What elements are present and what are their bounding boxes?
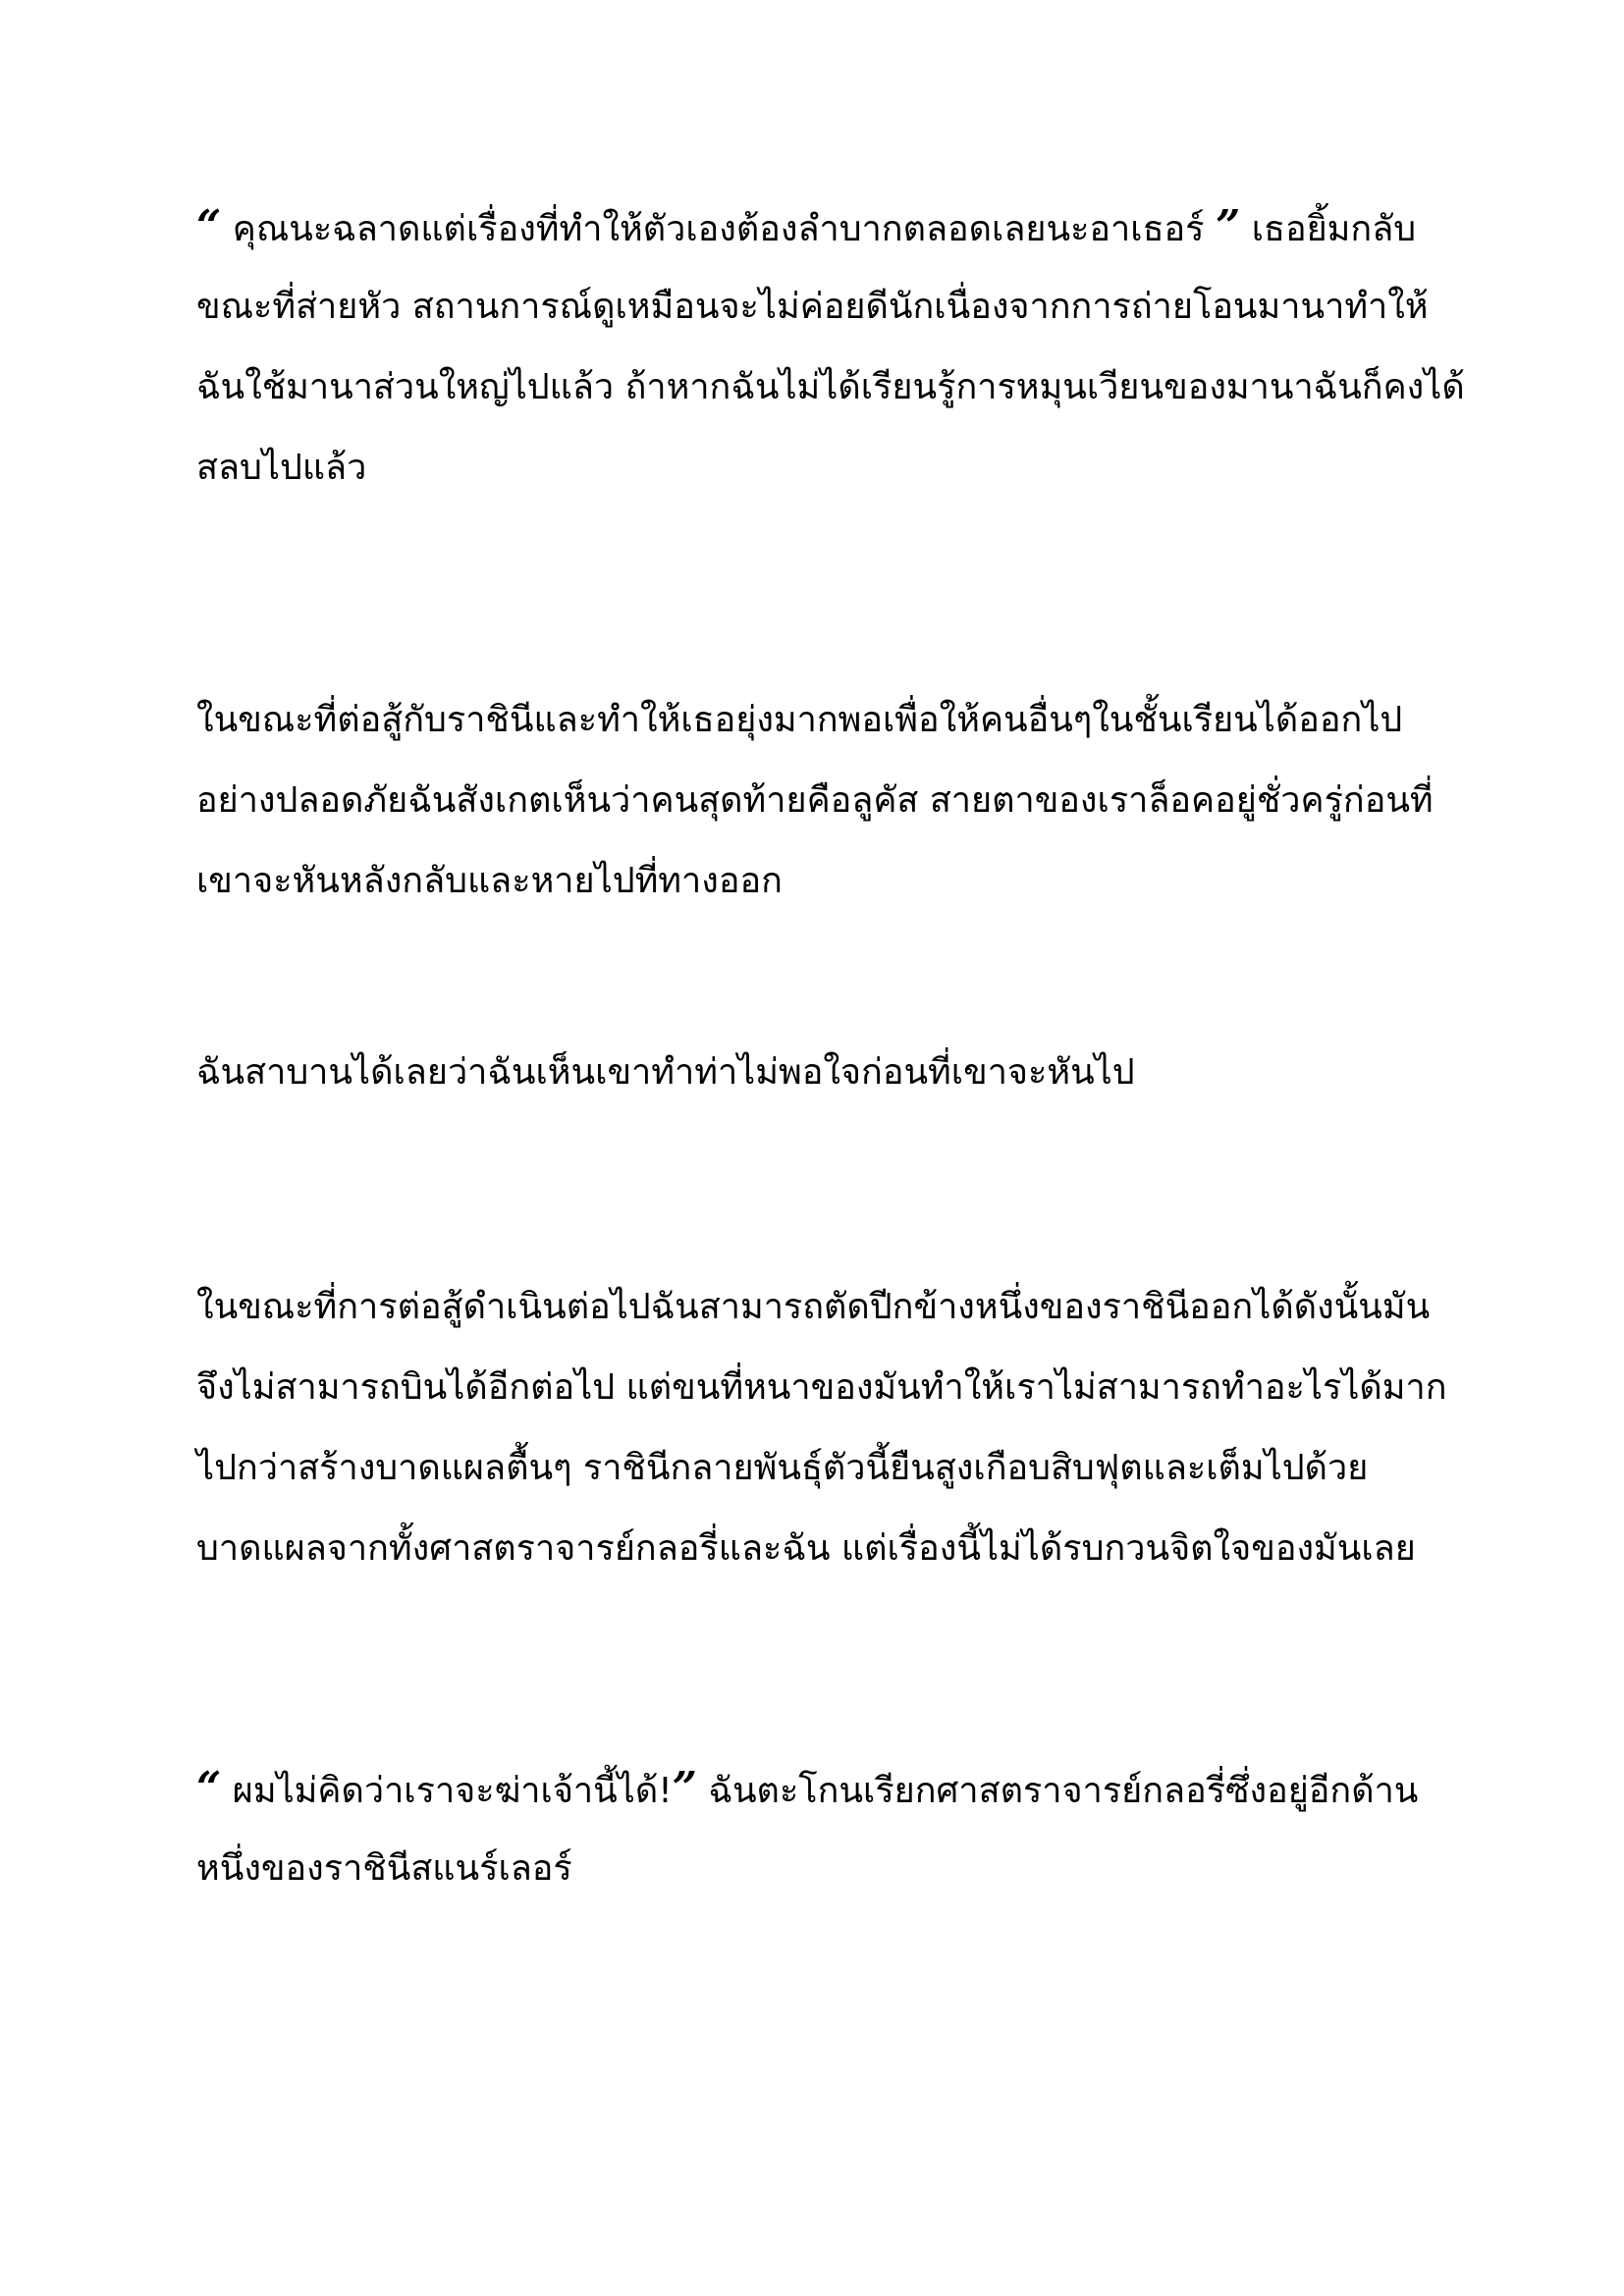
paragraph-3 bbox=[196, 1033, 1463, 1113]
paragraph-5-line-2: หนึ่งของราชินีสแนร์เลอร์ bbox=[196, 1848, 572, 1889]
paragraph-5 bbox=[196, 1748, 1463, 1909]
open-quote-mark: “ bbox=[196, 1763, 222, 1813]
close-quote-mark: ” bbox=[1215, 201, 1241, 251]
paragraph-2-line-1: ในขณะที่ต่อสู้กับราชินีและทำให้เธอยุ่งมากพอเพื่อให้คนอื่นๆในชั้นเรียนได้ออกไป bbox=[196, 700, 1403, 740]
paragraph-4-line-1: ในขณะที่การต่อสู้ดำเนินต่อไปฉันสามารถตัดปีกข้างหนึ่งของราชินีออกได้ดังนั้นมัน bbox=[196, 1287, 1431, 1327]
paragraph-1 bbox=[196, 187, 1463, 508]
paragraph-2-line-3: เขาจะหันหลังกลับและหายไปที่ทางออก bbox=[196, 861, 783, 901]
paragraph-1-line-1 bbox=[196, 187, 1463, 267]
paragraph-3-line-1: ฉันสาบานได้เลยว่าฉันเห็นเขาทำท่าไม่พอใจก่อนที่เขาจะหันไป bbox=[196, 1052, 1135, 1093]
paragraph-4-line-2: จึงไม่สามารถบินได้อีกต่อไป แต่ขนที่หนาของมันทำให้เราไม่สามารถทำอะไรได้มาก bbox=[196, 1367, 1447, 1408]
narration-text: ฉันตะโกนเรียกศาสตราจารย์กลอรี่ซึ่งอยู่อีกด้าน bbox=[696, 1771, 1419, 1811]
paragraph-4 bbox=[196, 1267, 1463, 1589]
paragraph-4-line-3: ไปกว่าสร้างบาดแผลตื้นๆ ราชินีกลายพันธุ์ตัวนี้ยืนสูงเกือบสิบฟุตและเต็มไปด้วย bbox=[196, 1448, 1369, 1488]
paragraph-1-line-3: ฉันใช้มานาส่วนใหญ่ไปแล้ว ถ้าหากฉันไม่ได้เรียนรู้การหมุนเวียนของมานาฉันก็คงได้ bbox=[196, 367, 1465, 407]
paragraph-2-line-2: อย่างปลอดภัยฉันสังเกตเห็นว่าคนสุดท้ายคือลูคัส สายตาของเราล็อคอยู่ชั่วครู่ก่อนที่ bbox=[196, 780, 1434, 821]
close-quote-mark: ” bbox=[672, 1763, 697, 1813]
paragraph-1-line-4: สลบไปแล้ว bbox=[196, 448, 367, 488]
narration-text: เธอยิ้มกลับ bbox=[1240, 209, 1417, 249]
paragraph-4-line-4: บาดแผลจากทั้งศาสตราจารย์กลอรี่และฉัน แต่เรื่องนี้ไม่ได้รบกวนจิตใจของมันเลย bbox=[196, 1528, 1416, 1569]
paragraph-2 bbox=[196, 680, 1463, 922]
paragraph-5-line-1 bbox=[196, 1748, 1463, 1829]
open-quote-mark: “ bbox=[196, 201, 222, 251]
dialogue-text: คุณนะฉลาดแต่เรื่องที่ทำให้ตัวเองต้องลำบากตลอดเลยนะอาเธอร์ bbox=[221, 209, 1216, 249]
dialogue-text: ผมไม่คิดว่าเราจะฆ่าเจ้านี้ได้! bbox=[221, 1771, 673, 1811]
paragraph-1-line-2: ขณะที่ส่ายหัว สถานการณ์ดูเหมือนจะไม่ค่อยดีนักเนื่องจากการถ่ายโอนมานาทำให้ bbox=[196, 287, 1429, 327]
